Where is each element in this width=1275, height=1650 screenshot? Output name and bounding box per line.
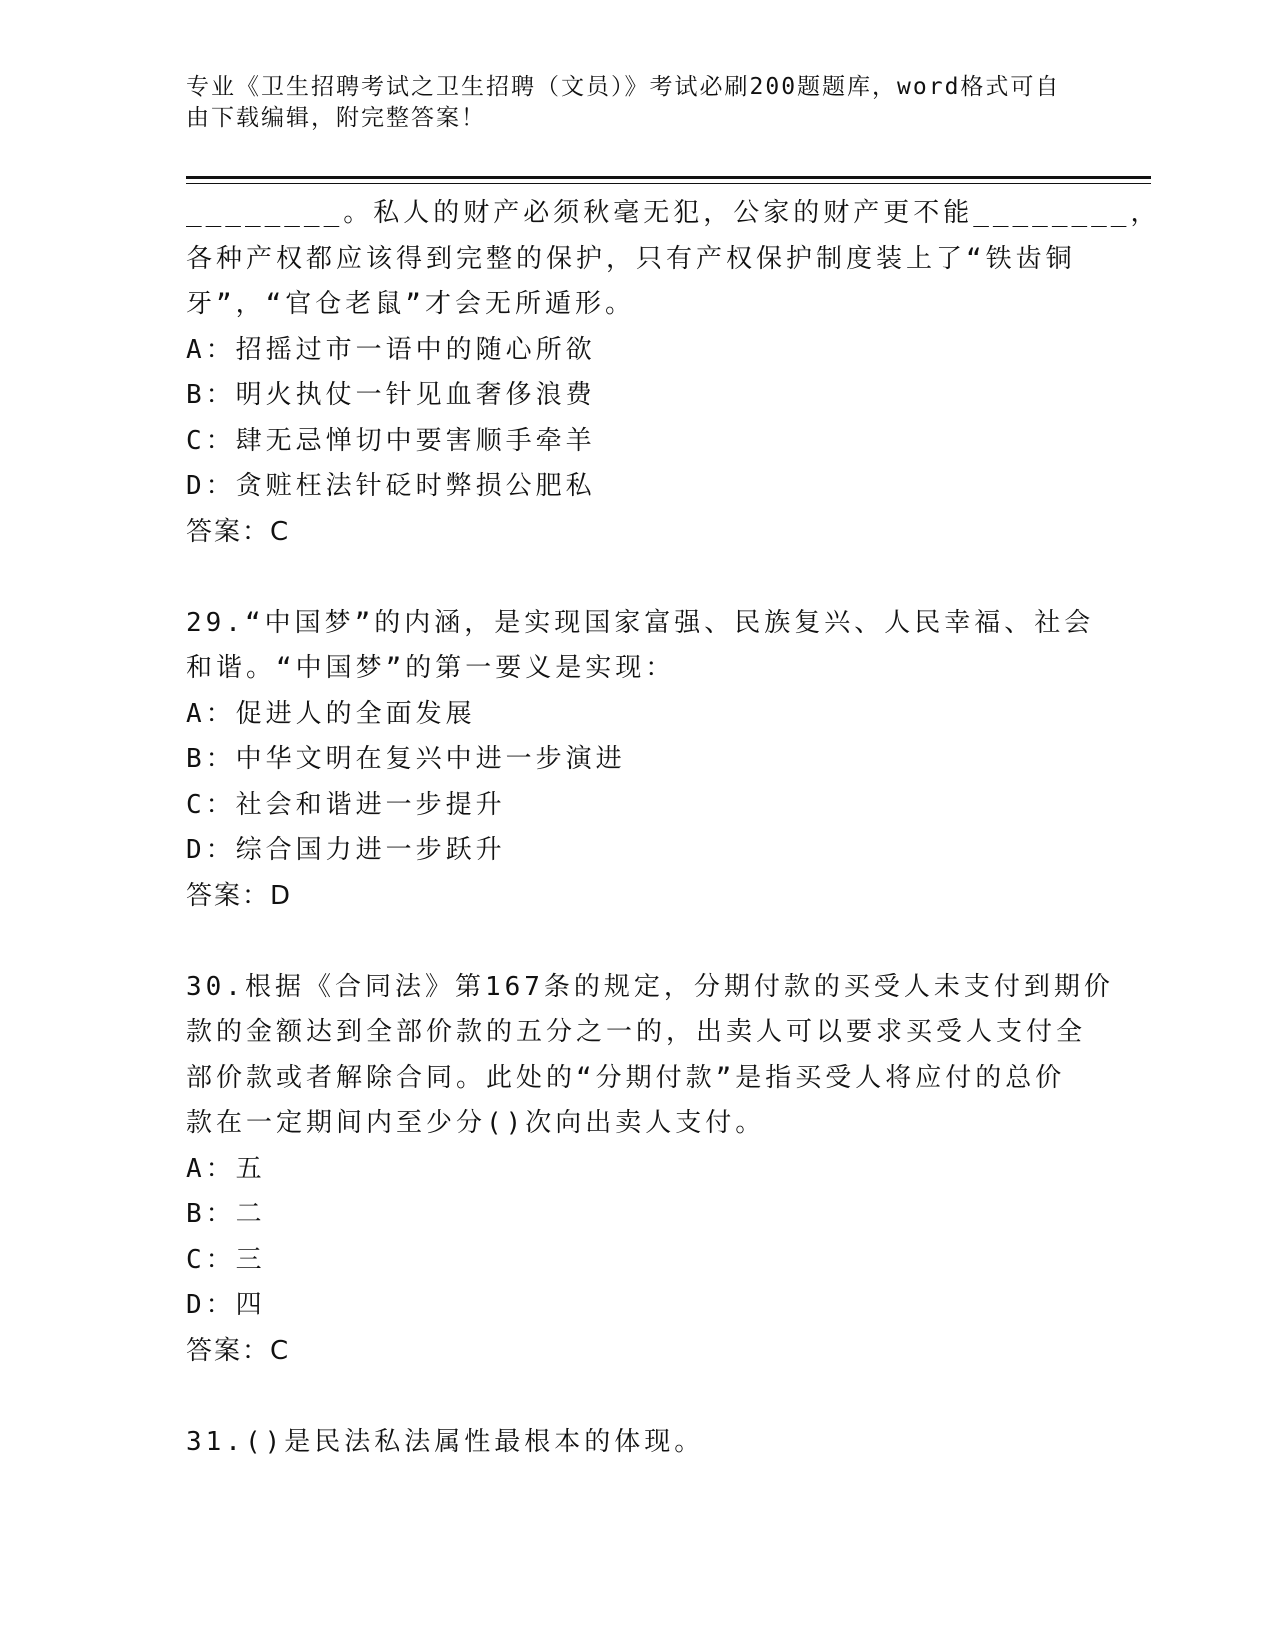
- option-c: C：三: [186, 1244, 266, 1275]
- header-rule-thin: [186, 183, 1151, 184]
- document-header: [186, 72, 1066, 134]
- spacer: [186, 919, 1086, 965]
- option-a: A：招摇过市一语中的随心所欲: [186, 334, 596, 365]
- option-b: B：二: [186, 1199, 266, 1229]
- question-31: [186, 1420, 1086, 1466]
- spacer: [186, 555, 1086, 601]
- header-line-1: 专业《卫生招聘考试之卫生招聘（文员）》考试必刷200题题库，word格式可自: [186, 74, 1061, 100]
- question-29: [186, 601, 1095, 920]
- question-stem-line: 款的金额达到全部价款的五分之一的，出卖人可以要求买受人支付全: [186, 1017, 1087, 1047]
- spacer: [186, 1374, 1086, 1420]
- option-c: C：肆无忌惮切中要害顺手牵羊: [186, 425, 596, 456]
- question-stem-line: 牙”，“官仓老鼠”才会无所遁形。: [186, 289, 635, 319]
- question-stem-line: 款在一定期间内至少分()次向出卖人支付。: [186, 1108, 766, 1138]
- question-stem-line: 30.根据《合同法》第167条的规定，分期付款的买受人未支付到期价: [186, 971, 1114, 1002]
- question-stem-line: 各种产权都应该得到完整的保护，只有产权保护制度装上了“铁齿铜: [186, 243, 1076, 274]
- question-28: [186, 191, 1161, 555]
- question-stem-line: ________。私人的财产必须秋毫无犯，公家的财产更不能________，: [186, 198, 1161, 228]
- header-line-2: 由下载编辑，附完整答案！: [186, 105, 486, 131]
- option-b: B：中华文明在复兴中进一步演进: [186, 744, 626, 774]
- question-stem-line: 和谐。“中国梦”的第一要义是实现：: [186, 653, 676, 683]
- question-30: [186, 965, 1114, 1375]
- header-rule-thick: [186, 176, 1151, 179]
- question-content: [186, 191, 1161, 1465]
- option-a: A：五: [186, 1153, 266, 1184]
- answer-line: 答案：C: [186, 1335, 291, 1366]
- option-a: A：促进人的全面发展: [186, 698, 476, 729]
- option-d: D：四: [186, 1290, 266, 1320]
- answer-line: 答案：D: [186, 880, 293, 911]
- question-stem-line: 31.()是民法私法属性最根本的体现。: [186, 1426, 705, 1457]
- option-b: B：明火执仗一针见血奢侈浪费: [186, 380, 596, 410]
- option-d: D：综合国力进一步跃升: [186, 835, 506, 865]
- question-stem-line: 部价款或者解除合同。此处的“分期付款”是指买受人将应付的总价: [186, 1062, 1066, 1093]
- option-d: D：贪赃枉法针砭时弊损公肥私: [186, 471, 596, 501]
- question-stem-line: 29.“中国梦”的内涵，是实现国家富强、民族复兴、人民幸福、社会: [186, 607, 1095, 638]
- answer-line: 答案：C: [186, 516, 291, 547]
- option-c: C：社会和谐进一步提升: [186, 789, 506, 820]
